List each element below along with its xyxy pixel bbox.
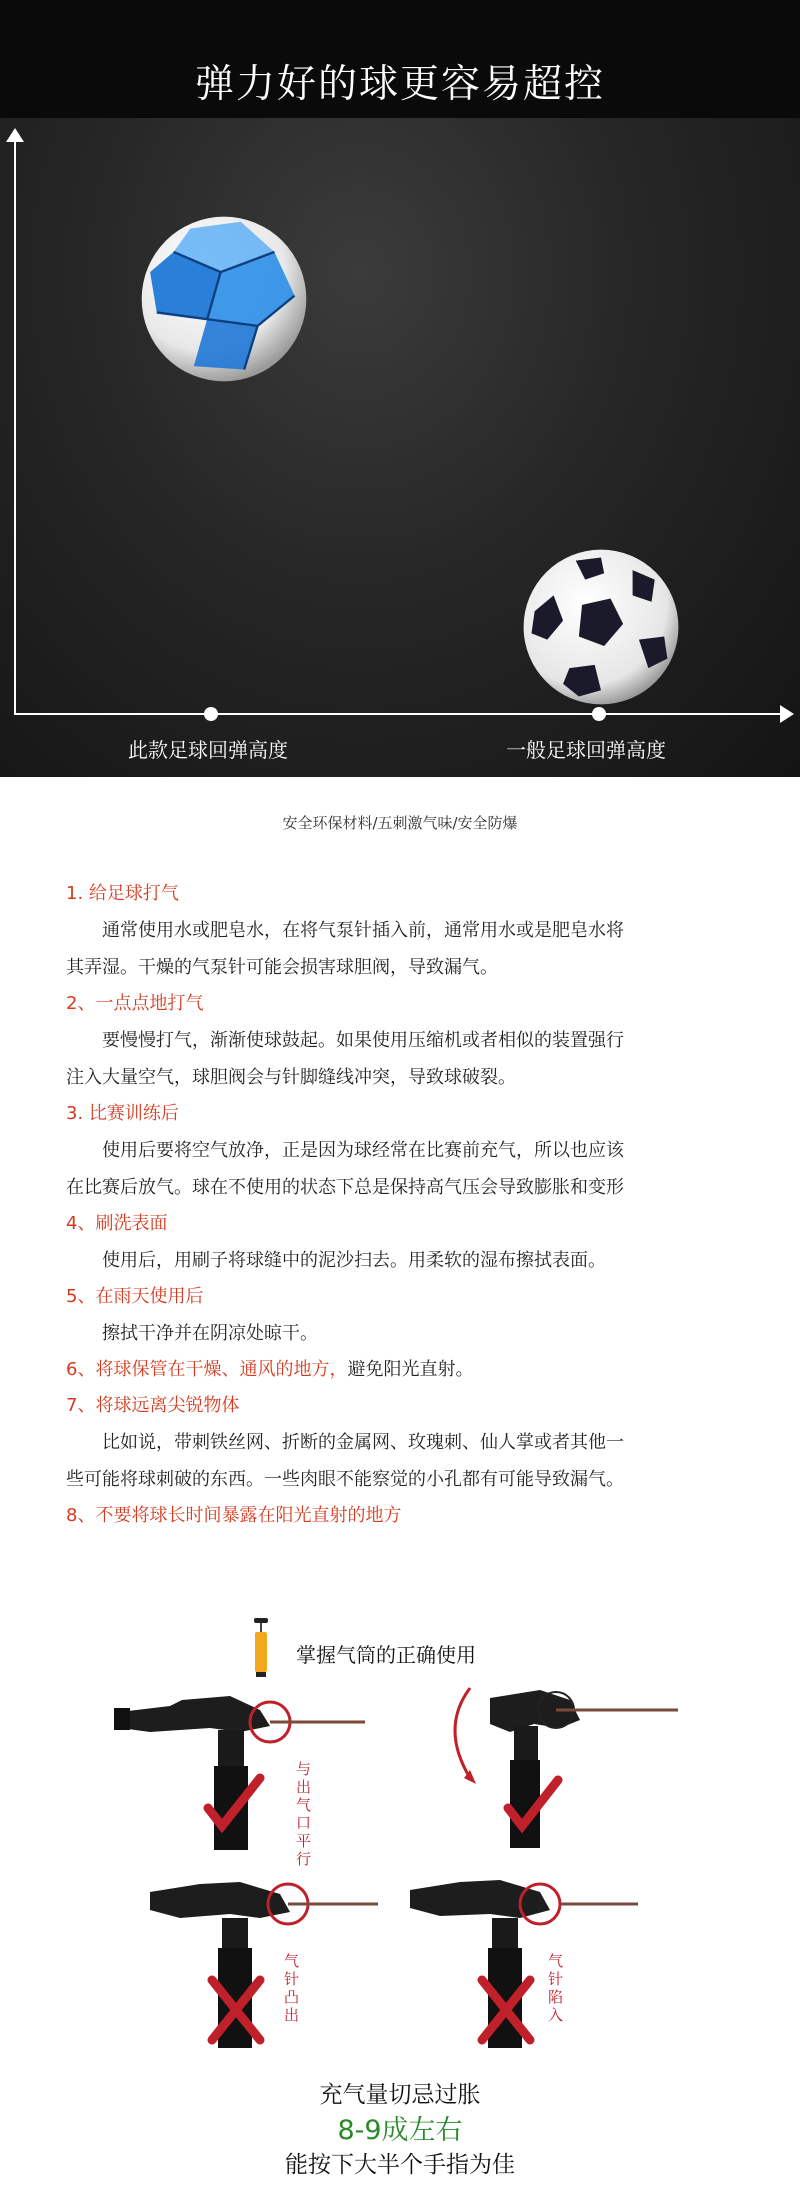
- tip-item: [66, 986, 706, 1096]
- pump-correct-parallel-image: [110, 1670, 370, 1850]
- tip-item: [66, 1279, 706, 1352]
- tip-heading: 1. 给足球打气: [66, 883, 179, 904]
- label-this-ball-bounce: 此款足球回弹高度: [128, 738, 288, 762]
- tip-item: [66, 1388, 706, 1498]
- tip-item: [66, 1096, 706, 1206]
- hero-section: [0, 0, 800, 777]
- normal-bounce-ball-image: [522, 548, 680, 706]
- tip-line: 比如说，带刺铁丝网、折断的金属网、玫瑰刺、仙人掌或者其他一: [102, 1432, 624, 1453]
- hero-title: 弹力好的球更容易超控: [194, 62, 605, 107]
- tip-body: [66, 1022, 706, 1096]
- note-needle-parallel: 与出气口平行: [296, 1760, 312, 1868]
- inflate-finger-test: 能按下大半个手指为佳: [285, 2152, 515, 2178]
- tip-line: 其弄湿。干燥的气泵针可能会损害球胆阀，导致漏气。: [66, 957, 498, 978]
- tip-item: [66, 876, 706, 986]
- tip-line: 使用后要将空气放净，正是因为球经常在比赛前充气，所以也应该: [102, 1140, 624, 1161]
- tip-line: 注入大量空气，球胆阀会与针脚缝线冲突，导致球破裂。: [66, 1067, 516, 1088]
- tip-body: [66, 912, 706, 986]
- tip-line: 通常使用水或肥皂水，在将气泵针插入前，通常用水或是肥皂水将: [102, 920, 624, 941]
- tip-body: [66, 1242, 706, 1279]
- tip-item: [66, 1206, 706, 1279]
- note-needle-sink: 气针陷入: [548, 1952, 564, 2024]
- note-needle-protrude: 气针凸出: [284, 1952, 300, 2024]
- tip-heading: 4、刷洗表面: [66, 1213, 168, 1234]
- tip-body: [66, 1315, 706, 1352]
- tip-heading-red: 6、将球保管在干燥、通风的地方，: [66, 1359, 348, 1380]
- y-axis-arrow-icon: [6, 128, 24, 142]
- inflate-warning: 充气量切忌过胀: [319, 2082, 481, 2108]
- tip-heading-tail: 避免阳光直射。: [347, 1359, 474, 1380]
- care-tips-list: [66, 876, 706, 1534]
- tip-heading: 7、将球远离尖锐物体: [66, 1395, 240, 1416]
- tip-body: [66, 1132, 706, 1206]
- tip-heading: 5、在雨天使用后: [66, 1286, 204, 1307]
- tip-heading: 2、一点点地打气: [66, 993, 204, 1014]
- pump-wrong-sink-image: [400, 1860, 640, 2050]
- tip-line: 使用后，用刷子将球缝中的泥沙扫去。用柔软的湿布擦拭表面。: [102, 1250, 606, 1271]
- label-normal-ball-bounce: 一般足球回弹高度: [506, 738, 666, 762]
- tip-item: [66, 1352, 706, 1388]
- tip-line: 擦拭干净并在阴凉处晾干。: [102, 1323, 318, 1344]
- tip-line: 要慢慢打气，渐渐使球鼓起。如果使用压缩机或者相似的装置强行: [102, 1030, 624, 1051]
- pump-caption: 掌握气筒的正确使用: [296, 1643, 476, 1667]
- y-axis: [14, 138, 16, 713]
- high-bounce-ball-image: [140, 215, 308, 383]
- tip-heading: [66, 1352, 706, 1388]
- x-axis-arrow-icon: [780, 705, 794, 723]
- tip-line: 在比赛后放气。球在不使用的状态下总是保持高气压会导致膨胀和变形: [66, 1177, 624, 1198]
- tip-line: 些可能将球刺破的东西。一些肉眼不能察觉的小孔都有可能导致漏气。: [66, 1469, 624, 1490]
- tip-heading: 3. 比赛训练后: [66, 1103, 179, 1124]
- hand-pump-icon: [252, 1618, 270, 1678]
- axis-marker-left: [204, 707, 218, 721]
- tip-body: [66, 1424, 706, 1498]
- tip-heading: 8、不要将球长时间暴露在阳光直射的地方: [66, 1505, 402, 1526]
- pump-rotate-image: [430, 1668, 680, 1848]
- tip-item: [66, 1498, 706, 1534]
- axis-marker-right: [592, 707, 606, 721]
- inflate-level: 8-9成左右: [337, 2115, 463, 2146]
- pump-wrong-protrude-image: [140, 1860, 380, 2050]
- material-subtitle: 安全环保材料/五刺激气味/安全防爆: [282, 814, 518, 832]
- pump-usage-illustration: [0, 1560, 800, 2200]
- x-axis: [14, 713, 784, 715]
